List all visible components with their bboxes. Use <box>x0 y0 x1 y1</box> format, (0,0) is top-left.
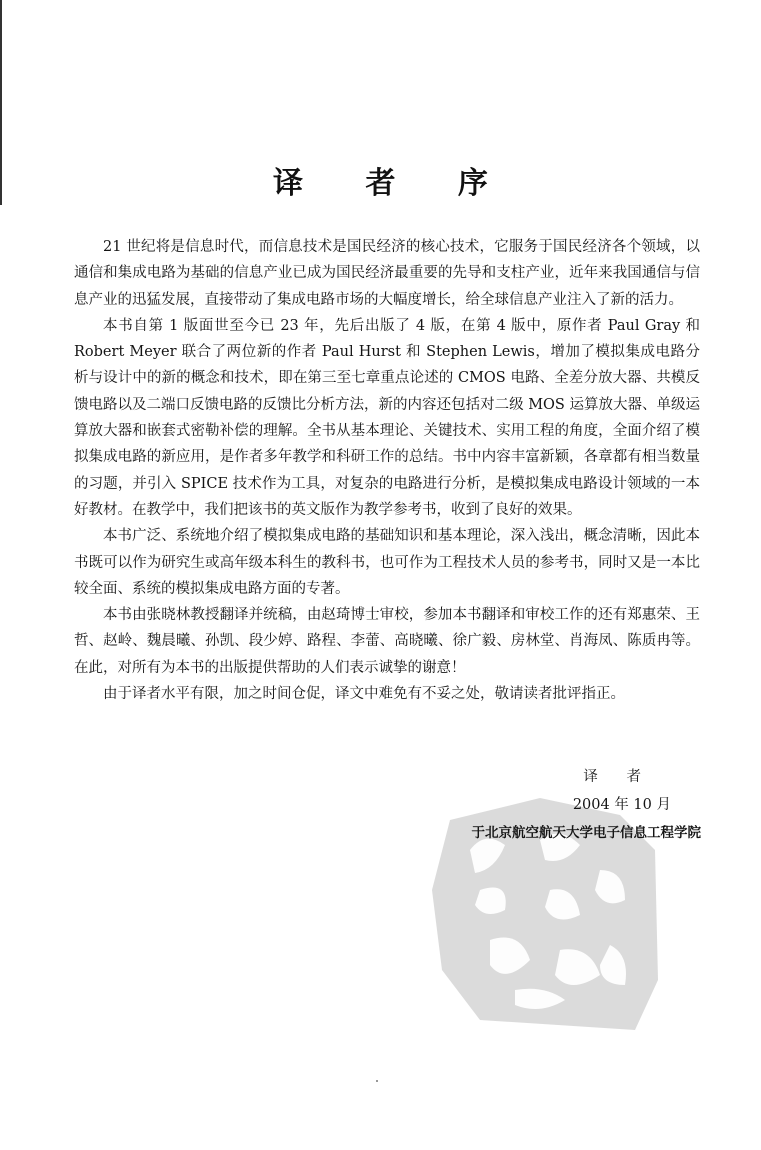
signature-translator: 译 者 <box>583 769 653 785</box>
scan-speck <box>376 1080 378 1082</box>
page-title: 译 者 序 <box>273 166 514 201</box>
paragraph-1: 21 世纪将是信息时代，而信息技术是国民经济的核心技术，它服务于国民经济各个领域，以通信和集成电路为基础的信息产业已成为国民经济最重要的先导和支柱产业，近年来我国通信与信息产业的迅猛发展，直接带动了集成电路市场的大幅度增长，给全球信息产业注入了新的活力。 <box>74 239 700 308</box>
paragraph-4: 本书由张晓林教授翻译并统稿，由赵琦博士审校，参加本书翻译和审校工作的还有郑惠荣、王哲、赵岭、魏晨曦、孙凯、段少婷、路程、李蕾、高晓曦、徐广毅、房林堂、肖海凤、陈质冉等。在此，对所有为本书的出版提供帮助的人们表示诚挚的谢意！ <box>74 607 700 676</box>
paragraph-5: 由于译者水平有限，加之时间仓促，译文中难免有不妥之处，敬请读者批评指正。 <box>103 686 625 703</box>
preface-body <box>74 234 700 707</box>
signature-place: 于北京航空航天大学电子信息工程学院 <box>471 825 701 841</box>
signature-date: 2004 年 10 月 <box>572 797 671 813</box>
paragraph-3: 本书广泛、系统地介绍了模拟集成电路的基础知识和基本理论，深入浅出，概念清晰，因此本书既可以作为研究生或高年级本科生的教科书，也可作为工程技术人员的参考书，同时又是一本比较全面、系统的模拟集成电路方面的专著。 <box>74 528 700 597</box>
signature-block <box>472 763 702 847</box>
paragraph-2: 本书自第 1 版面世至今已 23 年，先后出版了 4 版，在第 4 版中，原作者 Paul Gray 和 Robert Meyer 联合了两位新的作者 Paul Hurst 和 Stephen Lewis，增加了模拟集成电路分析与设计中的新的概念和技术，即在第三至七章重点论述的 CMOS 电路、全差分放大器、共模反馈电路以及二端口反馈电路的反馈比分析方法，新的内容还包括对二级 MOS 运算放大器、单级运算放大器和嵌套式密勒补偿的理解。全书从基本理论、关键技术、实用工程的角度，全面介绍了模拟集成电路的新应用，是作者多年教学和科研工作的总结。书中内容丰富新颖，各章都有相当数量的习题，并引入 SPICE 技术作为工具，对复杂的电路进行分析，是模拟集成电路设计领域的一本好教材。在教学中，我们把该书的英文版作为教学参考书，收到了良好的效果。 <box>74 317 700 518</box>
